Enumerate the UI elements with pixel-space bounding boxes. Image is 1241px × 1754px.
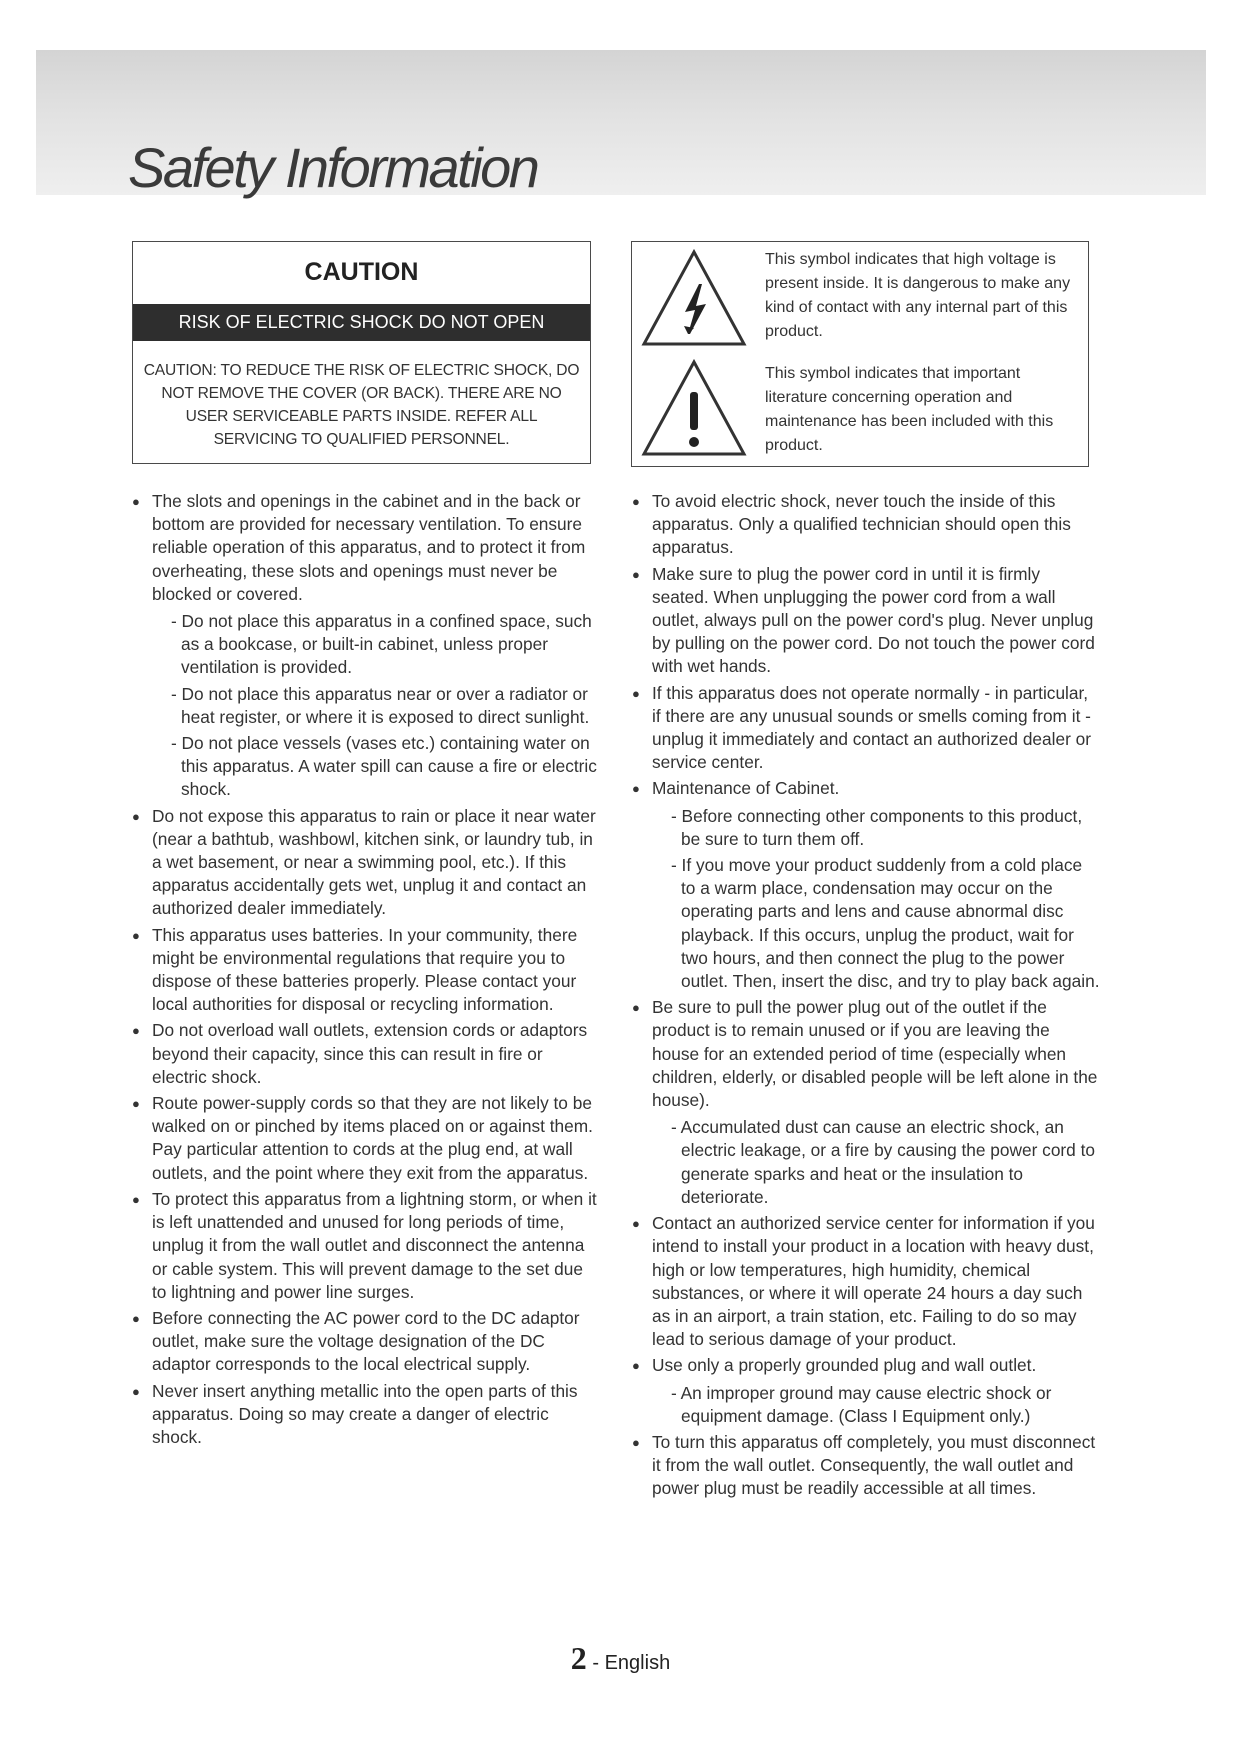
bullet-text: Use only a properly grounded plug and wall outlet.: [652, 1355, 1037, 1376]
sub-item: - An improper ground may cause electric shock or equipment damage. (Class I Equipment only.): [671, 1382, 1052, 1426]
bullet-text: Do not overload wall outlets, extension cords or adaptors beyond their capacity, since this can result in fire or electric shock.: [152, 1020, 588, 1087]
bullet-text: To avoid electric shock, never touch the inside of this apparatus. Only a qualified technician should open this apparatus.: [652, 491, 1071, 558]
bullet-dot-icon: ●: [132, 808, 140, 824]
bullet-dot-icon: ●: [132, 494, 140, 509]
bullet-item: [131, 924, 601, 1017]
bullet-text: Maintenance of Cabinet.: [652, 778, 840, 799]
bullet-dot-icon: ●: [132, 1383, 140, 1399]
sub-item: - Before connecting other components to this product, be sure to turn them off.: [671, 805, 1083, 849]
right-column-list: [631, 490, 1101, 1504]
bullet-text: To protect this apparatus from a lightning storm, or when it is left unattended and unused for long periods of time, unplug it from the wall outlet and disconnect the antenna or cable system. This will prevent damage to the set due to lightning and power line surges.: [152, 1188, 597, 1302]
bullet-dot-icon: ●: [632, 1434, 640, 1450]
left-column-list: [131, 490, 601, 1452]
sub-item: - If you move your product suddenly from a cold place to a warm place, condensation may occur on the operating parts and lens and cause abnormal disc playback. If this occurs, unplug the product, wait for two hours, and then connect the plug to the power outlet. Then, insert the disc, and try to play back again.: [671, 855, 1100, 992]
page-footer: [0, 1640, 1241, 1677]
bullet-item: [131, 1019, 601, 1089]
bullet-dot-icon: ●: [132, 927, 140, 943]
lightning-warning-icon: [640, 246, 748, 350]
bullet-text: Never insert anything metallic into the open parts of this apparatus. Doing so may create a danger of electric shock.: [152, 1380, 578, 1447]
symbol-row-literature: [632, 354, 1088, 466]
bullet-dot-icon: ●: [132, 1096, 140, 1112]
sub-item-list: [652, 1382, 1101, 1428]
bullet-text: Do not expose this apparatus to rain or place it near water (near a bathtub, washbowl, kitchen sink, or laundry tub, in a wet basement, or near a swimming pool, etc.). If this apparatus accidentally gets wet, unplug it and contact an authorized dealer immediately.: [152, 805, 596, 919]
bullet-item: [631, 563, 1101, 679]
bullet-text: To turn this apparatus off completely, you must disconnect it from the wall outlet. Consequently, the wall outlet and power plug must be readily accessible at all times.: [652, 1431, 1096, 1499]
symbol-description-literature: This symbol indicates that important literature concerning operation and maintenance has been included with this product.: [765, 365, 1054, 454]
bullet-dot-icon: ●: [132, 1310, 140, 1326]
bullet-text: If this apparatus does not operate normally - in particular, if there are any unusual sounds or smells coming from it - unplug it immediately and contact an authorized dealer or service center.: [652, 682, 1092, 773]
bullet-item: [131, 1380, 601, 1450]
bullet-item: [131, 1092, 601, 1185]
bullet-dot-icon: ●: [632, 1216, 640, 1232]
sub-item-list: [152, 610, 601, 802]
caution-box: [132, 241, 591, 464]
bullet-item: [631, 996, 1101, 1209]
bullet-item: [131, 1307, 601, 1377]
bullet-item: [131, 490, 601, 802]
caution-heading: CAUTION: [304, 258, 419, 286]
bullet-text: This apparatus uses batteries. In your community, there might be environmental regulations that require you to dispose of these batteries properly. Please contact your local authorities for disposal or recycling information.: [152, 924, 578, 1015]
bullet-text: Be sure to pull the power plug out of the outlet if the product is to remain unused or if you are leaving the house for an extended period of time (especially when children, elderly, or disabled people will be left alone in the house).: [652, 997, 1098, 1111]
page-number: 2: [570, 1640, 587, 1676]
bullet-dot-icon: ●: [132, 1023, 140, 1039]
bullet-item: [631, 682, 1101, 775]
bullet-item: [631, 1431, 1101, 1501]
sub-item: - Accumulated dust can cause an electric shock, an electric leakage, or a fire by causing the power cord to generate sparks and heat or the insulation to deteriorate.: [671, 1117, 1096, 1207]
page-number-separator: -: [592, 1652, 600, 1674]
bullet-item: [631, 1212, 1101, 1351]
exclamation-warning-icon: [640, 356, 748, 460]
bullet-item: [631, 1354, 1101, 1428]
bullet-item: [131, 805, 601, 921]
bullet-dot-icon: ●: [132, 1191, 140, 1207]
bullet-item: [631, 777, 1101, 993]
bullet-text: Route power-supply cords so that they are not likely to be walked on or pinched by items placed on or against them. Pay particular attention to cords at the plug end, at wall outlets, and the point where they exit from the apparatus.: [152, 1093, 593, 1183]
bullet-item: [131, 1188, 601, 1304]
bullet-item: [631, 490, 1101, 560]
bullet-dot-icon: ●: [632, 1358, 640, 1374]
sub-item-list: [652, 805, 1101, 994]
bullet-text: The slots and openings in the cabinet and in the back or bottom are provided for necessary ventilation. To ensure reliable operation of this apparatus, and to protect it from overheating, these slots and openings must never be blocked or covered.: [152, 491, 586, 604]
sub-item: - Do not place vessels (vases etc.) containing water on this apparatus. A water spill can cause a fire or electric shock.: [171, 733, 597, 800]
bullet-text: Contact an authorized service center for information if you intend to install your product in a location with heavy dust, high or low temperatures, high humidity, chemical substances, or where it will operate 24 hours a day such as in an airport, a train station, etc. Failing to do so may lead to serious damage of your product.: [652, 1213, 1095, 1350]
bullet-text: Make sure to plug the power cord in until it is firmly seated. When unplugging the power cord from a wall outlet, always pull on the power cord's plug. Never unplug by pulling on the power cord. Do not touch the power cord with wet hands.: [652, 563, 1095, 677]
bullet-dot-icon: ●: [632, 781, 640, 797]
symbol-row-high-voltage: [632, 242, 1088, 354]
bullet-dot-icon: ●: [632, 685, 640, 701]
bullet-text: Before connecting the AC power cord to the DC adaptor outlet, make sure the voltage designation of the DC adaptor corresponds to the local electrical supply.: [152, 1307, 580, 1375]
page-title: Safety Information: [128, 136, 538, 199]
sub-item: - Do not place this apparatus near or over a radiator or heat register, or where it is exposed to direct sunlight.: [171, 683, 590, 727]
symbols-box: [631, 241, 1089, 467]
page-language: English: [604, 1652, 671, 1674]
sub-item-list: [652, 1116, 1101, 1209]
sub-item: - Do not place this apparatus in a confined space, such as a bookcase, or built-in cabinet, unless proper ventilation is provided.: [171, 611, 592, 678]
bullet-dot-icon: ●: [632, 494, 640, 509]
symbol-description-high-voltage: This symbol indicates that high voltage is present inside. It is dangerous to make any kind of contact with any internal part of this product.: [765, 251, 1071, 340]
bullet-dot-icon: ●: [632, 566, 640, 582]
caution-text: CAUTION: TO REDUCE THE RISK OF ELECTRIC SHOCK, DO NOT REMOVE THE COVER (OR BACK). THERE ARE NO USER SERVICEABLE PARTS INSIDE. REFER ALL SERVICING TO QUALIFIED PERSONNEL.: [143, 362, 580, 448]
caution-bar: RISK OF ELECTRIC SHOCK DO NOT OPEN: [133, 304, 590, 341]
bullet-dot-icon: ●: [632, 1000, 640, 1016]
